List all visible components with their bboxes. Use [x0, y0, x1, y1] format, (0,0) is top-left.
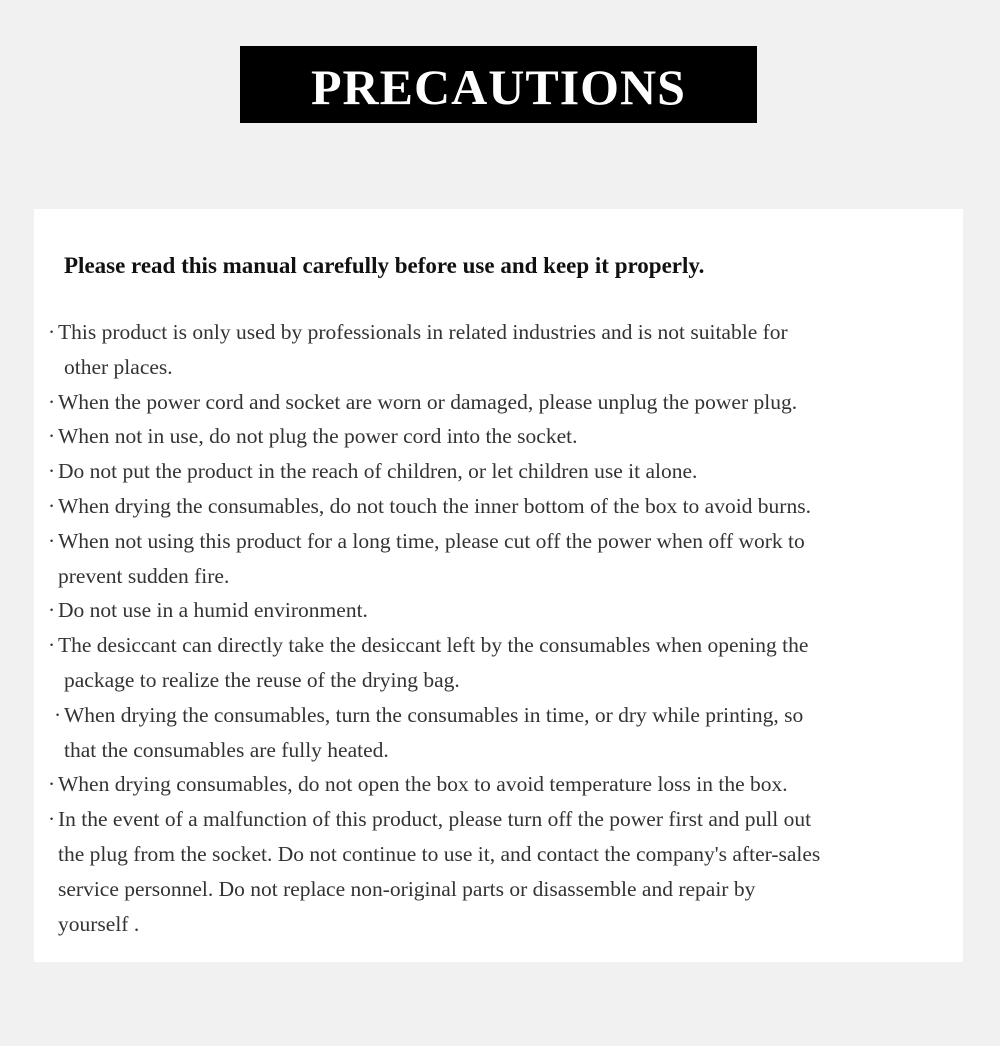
list-item: [48, 593, 953, 628]
item-line: When drying the consumables, do not touch the inner bottom of the box to avoid burns.: [58, 493, 811, 518]
list-item: [48, 315, 953, 385]
precautions-card: [34, 209, 963, 962]
bullet-glyph: ·: [48, 389, 56, 414]
list-item: [48, 454, 953, 489]
bullet-glyph: ·: [48, 598, 56, 623]
item-line: yourself .: [58, 911, 140, 936]
item-line: other places.: [64, 354, 173, 379]
item-line: prevent sudden fire.: [58, 563, 230, 588]
item-line: The desiccant can directly take the desiccant left by the consumables when opening the: [58, 633, 809, 658]
item-line: the plug from the socket. Do not continue to use it, and contact the company's after-sales: [58, 841, 821, 866]
list-item: [48, 767, 953, 802]
list-item: [48, 628, 953, 698]
item-line: Do not use in a humid environment.: [58, 598, 368, 623]
list-item: [48, 489, 953, 524]
bullet-glyph: ·: [48, 320, 56, 344]
bullet-glyph: ·: [48, 459, 56, 484]
page-title: PRECAUTIONS: [311, 58, 686, 115]
bullet-glyph: ·: [54, 702, 62, 727]
bullet-glyph: ·: [48, 807, 56, 832]
item-line: package to realize the reuse of the drying bag.: [64, 667, 460, 692]
item-line: Do not put the product in the reach of children, or let children use it alone.: [58, 459, 698, 484]
bullet-glyph: ·: [48, 493, 56, 518]
list-item: [48, 802, 953, 941]
bullet-glyph: ·: [48, 633, 56, 658]
item-line: that the consumables are fully heated.: [64, 737, 389, 762]
bullet-glyph: ·: [48, 424, 56, 449]
item-line: When not in use, do not plug the power cord into the socket.: [58, 424, 578, 449]
item-line: When the power cord and socket are worn or damaged, please unplug the power plug.: [58, 389, 798, 414]
item-line: When not using this product for a long time, please cut off the power when off work to: [58, 528, 805, 553]
bullet-glyph: ·: [48, 528, 56, 553]
item-line: service personnel. Do not replace non-original parts or disassemble and repair by: [58, 876, 756, 901]
list-item: [48, 385, 953, 420]
item-line: In the event of a malfunction of this product, please turn off the power first and pull out: [58, 807, 812, 832]
item-line: When drying consumables, do not open the box to avoid temperature loss in the box.: [58, 772, 788, 797]
item-line: When drying the consumables, turn the consumables in time, or dry while printing, so: [64, 702, 804, 727]
list-item: [48, 419, 953, 454]
list-item: [48, 524, 953, 594]
intro-text: Please read this manual carefully before use and keep it properly.: [64, 253, 705, 278]
title-banner: [240, 46, 757, 123]
list-item: [48, 698, 953, 768]
bullet-glyph: ·: [48, 772, 56, 797]
precautions-list: [48, 315, 953, 941]
item-line: This product is only used by professionals in related industries and is not suitable for: [58, 320, 788, 344]
